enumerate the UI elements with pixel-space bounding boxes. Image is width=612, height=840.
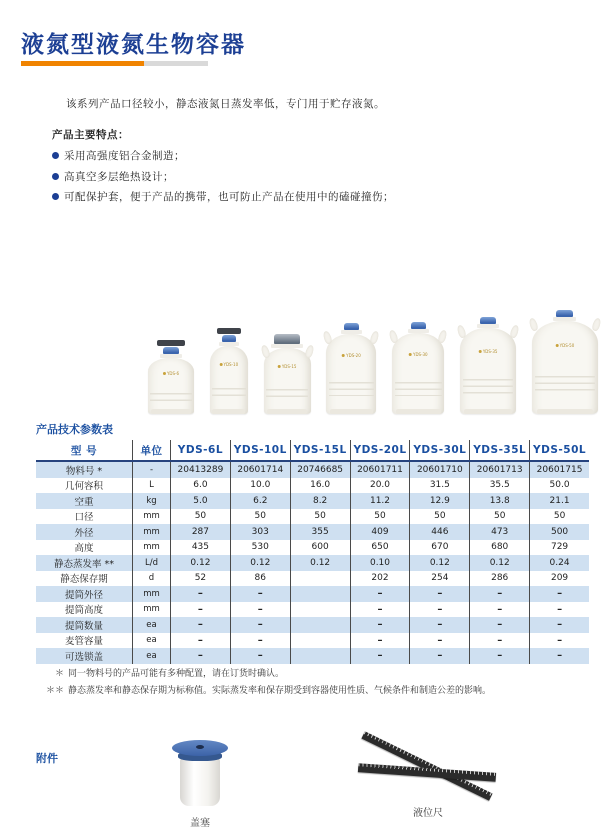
row-value: – bbox=[469, 633, 529, 649]
body-ribs bbox=[266, 384, 308, 400]
footnote-2 bbox=[42, 683, 491, 696]
feature-item-text: 高真空多层绝热设计； bbox=[64, 170, 174, 183]
product-images-row bbox=[148, 298, 598, 414]
row-value: 435 bbox=[170, 540, 230, 556]
row-value: 0.12 bbox=[170, 555, 230, 571]
label-logo-icon bbox=[163, 372, 166, 375]
product-image-yds-6 bbox=[148, 340, 194, 414]
row-value: 650 bbox=[350, 540, 410, 556]
table-row-7 bbox=[36, 555, 589, 571]
level-ruler-image bbox=[358, 738, 498, 804]
container-cap bbox=[480, 317, 496, 324]
footnotes bbox=[42, 666, 491, 700]
container-body bbox=[264, 348, 311, 414]
body-ribs bbox=[535, 371, 594, 393]
footnote-1-marker: ＊ bbox=[54, 669, 64, 679]
container-base bbox=[212, 409, 245, 414]
row-unit: mm bbox=[132, 602, 170, 618]
label-logo-icon bbox=[220, 363, 223, 366]
row-value: – bbox=[170, 633, 230, 649]
neck-handle bbox=[528, 317, 539, 332]
row-value bbox=[290, 602, 350, 618]
product-image-yds-35 bbox=[460, 317, 516, 414]
bullet-icon bbox=[52, 152, 59, 159]
body-ribs bbox=[463, 374, 513, 395]
container-base bbox=[464, 409, 512, 414]
row-value: – bbox=[409, 617, 469, 633]
product-label-text: YDS-10 bbox=[223, 362, 239, 368]
row-value: 20.0 bbox=[350, 478, 410, 494]
row-label: 外径 bbox=[74, 527, 94, 539]
row-value: 20413289 bbox=[170, 462, 230, 478]
table-row-5 bbox=[36, 524, 589, 540]
product-image-yds-30 bbox=[392, 322, 444, 414]
table-row-3 bbox=[36, 493, 589, 509]
container-body bbox=[210, 346, 248, 414]
title-underline bbox=[21, 61, 208, 66]
neck-handle bbox=[591, 317, 602, 332]
row-value: 10.0 bbox=[230, 478, 290, 494]
row-value: – bbox=[230, 602, 290, 618]
container-base bbox=[330, 409, 373, 414]
neck-handle bbox=[388, 329, 399, 344]
header-unit-col: 单位 bbox=[132, 440, 170, 460]
label-logo-icon bbox=[409, 353, 412, 356]
row-value: 50 bbox=[409, 509, 469, 525]
row-value: 31.5 bbox=[409, 478, 469, 494]
row-value: 35.5 bbox=[469, 478, 529, 494]
body-ribs bbox=[150, 388, 191, 401]
row-value: – bbox=[409, 602, 469, 618]
neck-handle bbox=[323, 330, 334, 345]
row-value bbox=[290, 586, 350, 602]
row-value: 0.10 bbox=[350, 555, 410, 571]
row-value: – bbox=[350, 633, 410, 649]
feature-item-2 bbox=[52, 169, 394, 184]
row-value: 500 bbox=[529, 524, 589, 540]
header-yds-35l: YDS-35L bbox=[469, 440, 529, 460]
product-label bbox=[278, 364, 297, 369]
product-label bbox=[342, 353, 361, 358]
header-yds-6l: YDS-6L bbox=[170, 440, 230, 460]
product-image-yds-50 bbox=[532, 310, 598, 414]
container-cap bbox=[556, 310, 573, 317]
feature-item-text: 可配保护套，便于产品的携带，也可防止产品在使用中的磕碰撞伤； bbox=[64, 191, 394, 203]
header-yds-50l: YDS-50L bbox=[529, 440, 589, 460]
row-value: – bbox=[170, 602, 230, 618]
product-label bbox=[220, 362, 239, 367]
body-ribs bbox=[395, 377, 442, 396]
row-value: 355 bbox=[290, 524, 350, 540]
row-value: 21.1 bbox=[529, 493, 589, 509]
row-value: 50 bbox=[290, 509, 350, 525]
product-image-yds-10 bbox=[210, 328, 248, 414]
product-image-yds-20 bbox=[326, 323, 376, 414]
bullet-icon bbox=[52, 173, 59, 180]
row-unit: mm bbox=[132, 586, 170, 602]
feature-item-3 bbox=[52, 189, 394, 204]
row-value: 0.12 bbox=[469, 555, 529, 571]
row-unit: ea bbox=[132, 648, 170, 664]
row-value: 670 bbox=[409, 540, 469, 556]
product-label-text: YDS-35 bbox=[482, 348, 498, 354]
footnote-1-text: 同一物料号的产品可能有多种配置，请在订货时确认。 bbox=[68, 669, 285, 679]
row-unit: kg bbox=[132, 493, 170, 509]
row-value: 50 bbox=[230, 509, 290, 525]
row-value: – bbox=[409, 648, 469, 664]
row-value: 50 bbox=[529, 509, 589, 525]
neck-handle bbox=[370, 330, 381, 345]
row-label: 提筒数量 bbox=[64, 620, 103, 632]
row-value: 11.2 bbox=[350, 493, 410, 509]
neck-handle bbox=[509, 324, 520, 339]
row-value: – bbox=[230, 648, 290, 664]
accessory-cap-plug bbox=[160, 740, 240, 829]
row-value: – bbox=[529, 586, 589, 602]
row-value: 202 bbox=[350, 571, 410, 587]
row-value: 446 bbox=[409, 524, 469, 540]
cap-plug-body bbox=[180, 758, 220, 806]
row-value: 287 bbox=[170, 524, 230, 540]
footnote-2-text: 静态蒸发率和静态保存期为标称值。实际蒸发率和保存期受到容器使用性质、气候条件和制造公差的影响。 bbox=[68, 686, 492, 696]
product-label-text: YDS-6 bbox=[166, 371, 180, 377]
container-body bbox=[392, 333, 444, 414]
row-value: – bbox=[230, 617, 290, 633]
row-value: – bbox=[170, 648, 230, 664]
container-cap bbox=[163, 347, 179, 354]
product-label-text: YDS-20 bbox=[346, 353, 361, 359]
row-value: 8.2 bbox=[290, 493, 350, 509]
row-value: 473 bbox=[469, 524, 529, 540]
cap-plug-hole bbox=[196, 745, 204, 749]
row-value bbox=[290, 617, 350, 633]
spec-table bbox=[36, 440, 589, 664]
row-value: 0.24 bbox=[529, 555, 589, 571]
row-label: 物料号 * bbox=[65, 465, 103, 477]
row-label: 几何容积 bbox=[64, 481, 103, 493]
row-value: 52 bbox=[170, 571, 230, 587]
header-yds-10l: YDS-10L bbox=[230, 440, 290, 460]
row-value: 50 bbox=[350, 509, 410, 525]
body-ribs bbox=[329, 377, 374, 396]
row-unit: - bbox=[132, 462, 170, 478]
footnote-2-marker: ＊＊ bbox=[45, 686, 64, 696]
container-base bbox=[151, 409, 191, 414]
feature-item-text: 采用高强度铝合金制造； bbox=[64, 150, 185, 162]
table-row-10 bbox=[36, 602, 589, 618]
header-model-col: 型 号 bbox=[70, 444, 98, 457]
row-value: – bbox=[529, 633, 589, 649]
row-value: – bbox=[230, 586, 290, 602]
features-list bbox=[52, 148, 394, 204]
feature-item-1 bbox=[52, 148, 394, 163]
row-value: 6.2 bbox=[230, 493, 290, 509]
row-value: – bbox=[529, 648, 589, 664]
row-value bbox=[290, 648, 350, 664]
footnote-1 bbox=[42, 666, 491, 679]
row-value: 600 bbox=[290, 540, 350, 556]
table-row-2 bbox=[36, 478, 589, 494]
table-header-row bbox=[36, 440, 589, 462]
row-value bbox=[290, 633, 350, 649]
row-value: 16.0 bbox=[290, 478, 350, 494]
container-body bbox=[460, 328, 516, 414]
container-body bbox=[532, 321, 598, 414]
row-unit: mm bbox=[132, 524, 170, 540]
table-body bbox=[36, 462, 589, 664]
row-value: 20601715 bbox=[529, 462, 589, 478]
row-value: 0.12 bbox=[290, 555, 350, 571]
table-row-9 bbox=[36, 586, 589, 602]
neck-handle bbox=[304, 344, 315, 359]
row-value: – bbox=[409, 633, 469, 649]
container-cap bbox=[274, 334, 300, 344]
label-logo-icon bbox=[479, 350, 482, 353]
container-base bbox=[267, 409, 307, 414]
row-value: 20601713 bbox=[469, 462, 529, 478]
table-row-4 bbox=[36, 509, 589, 525]
row-label: 空重 bbox=[74, 496, 94, 508]
table-row-13 bbox=[36, 648, 589, 664]
product-label-text: YDS-15 bbox=[281, 363, 297, 369]
row-value: – bbox=[469, 602, 529, 618]
table-row-1 bbox=[36, 462, 589, 478]
row-value: 50.0 bbox=[529, 478, 589, 494]
title-underline-gray bbox=[144, 61, 208, 66]
level-ruler-label: 液位尺 bbox=[413, 808, 443, 819]
row-label: 提筒高度 bbox=[64, 605, 103, 617]
container-cap bbox=[222, 335, 236, 342]
row-value: 6.0 bbox=[170, 478, 230, 494]
bullet-icon bbox=[52, 193, 59, 200]
row-value: 5.0 bbox=[170, 493, 230, 509]
row-value: 50 bbox=[170, 509, 230, 525]
cap-plug-image bbox=[160, 740, 240, 808]
row-unit: L bbox=[132, 478, 170, 494]
neck-handle bbox=[437, 329, 448, 344]
row-value: – bbox=[350, 617, 410, 633]
container-body bbox=[326, 334, 376, 414]
container-base bbox=[396, 409, 441, 414]
row-value: 409 bbox=[350, 524, 410, 540]
row-value: 254 bbox=[409, 571, 469, 587]
row-value: 20746685 bbox=[290, 462, 350, 478]
features-heading: 产品主要特点： bbox=[52, 129, 129, 141]
title-underline-orange bbox=[21, 61, 144, 66]
row-value: – bbox=[230, 633, 290, 649]
label-logo-icon bbox=[342, 354, 345, 357]
container-body bbox=[148, 358, 194, 414]
page-title: 液氮型液氮生物容器 bbox=[21, 32, 246, 58]
row-value: 303 bbox=[230, 524, 290, 540]
row-value: – bbox=[350, 586, 410, 602]
carry-handle bbox=[157, 340, 186, 346]
row-value: – bbox=[469, 586, 529, 602]
row-unit: mm bbox=[132, 540, 170, 556]
body-ribs bbox=[212, 383, 246, 399]
row-unit: L/d bbox=[132, 555, 170, 571]
row-value: 13.8 bbox=[469, 493, 529, 509]
row-value: – bbox=[529, 602, 589, 618]
header-yds-30l: YDS-30L bbox=[409, 440, 469, 460]
table-title: 产品技术参数表 bbox=[36, 423, 113, 436]
row-value: – bbox=[350, 648, 410, 664]
row-value: 20601714 bbox=[230, 462, 290, 478]
row-value: 530 bbox=[230, 540, 290, 556]
row-unit: mm bbox=[132, 509, 170, 525]
intro-text: 该系列产品口径较小，静态液氮日蒸发率低，专门用于贮存液氮。 bbox=[66, 98, 385, 110]
row-value: 20601711 bbox=[350, 462, 410, 478]
row-unit: d bbox=[132, 571, 170, 587]
header-yds-15l: YDS-15L bbox=[290, 440, 350, 460]
table-row-8 bbox=[36, 571, 589, 587]
row-value: 680 bbox=[469, 540, 529, 556]
row-value: 286 bbox=[469, 571, 529, 587]
row-value: – bbox=[529, 617, 589, 633]
table-row-6 bbox=[36, 540, 589, 556]
row-unit: ea bbox=[132, 633, 170, 649]
product-label bbox=[479, 349, 498, 354]
row-value: – bbox=[170, 586, 230, 602]
row-value: – bbox=[350, 602, 410, 618]
product-label-text: YDS-30 bbox=[413, 352, 428, 358]
carry-handle bbox=[217, 328, 241, 334]
row-unit: ea bbox=[132, 617, 170, 633]
row-value: 50 bbox=[469, 509, 529, 525]
neck-handle bbox=[456, 324, 467, 339]
row-label: 口径 bbox=[74, 512, 94, 524]
row-label: 提筒外径 bbox=[64, 589, 103, 601]
table-row-12 bbox=[36, 633, 589, 649]
features-section bbox=[52, 127, 394, 210]
row-value: 86 bbox=[230, 571, 290, 587]
row-value: 729 bbox=[529, 540, 589, 556]
row-label: 可选锁盖 bbox=[64, 651, 103, 663]
row-label: 静态保存期 bbox=[60, 574, 108, 586]
row-value bbox=[290, 571, 350, 587]
label-logo-icon bbox=[556, 344, 559, 347]
neck-handle bbox=[260, 344, 271, 359]
row-value: 20601710 bbox=[409, 462, 469, 478]
row-value: 0.12 bbox=[409, 555, 469, 571]
table-row-11 bbox=[36, 617, 589, 633]
row-value: 12.9 bbox=[409, 493, 469, 509]
row-value: 0.12 bbox=[230, 555, 290, 571]
container-cap bbox=[411, 322, 426, 329]
cap-plug-label: 盖塞 bbox=[190, 818, 210, 829]
product-label bbox=[556, 343, 575, 348]
label-logo-icon bbox=[278, 365, 281, 368]
container-base bbox=[537, 409, 594, 414]
row-label: 静态蒸发率 ** bbox=[53, 558, 115, 570]
accessory-level-ruler bbox=[358, 738, 498, 819]
product-label bbox=[163, 371, 179, 376]
row-label: 麦管容量 bbox=[64, 636, 103, 648]
product-image-yds-15 bbox=[264, 334, 311, 414]
header-yds-20l: YDS-20L bbox=[350, 440, 410, 460]
container-cap bbox=[344, 323, 359, 330]
row-value: – bbox=[469, 648, 529, 664]
row-value: 209 bbox=[529, 571, 589, 587]
row-label: 高度 bbox=[74, 543, 94, 555]
product-label-text: YDS-50 bbox=[559, 343, 575, 349]
product-label bbox=[409, 352, 428, 357]
row-value: – bbox=[409, 586, 469, 602]
row-value: – bbox=[469, 617, 529, 633]
row-value: – bbox=[170, 617, 230, 633]
accessories-heading: 附件 bbox=[36, 752, 58, 765]
